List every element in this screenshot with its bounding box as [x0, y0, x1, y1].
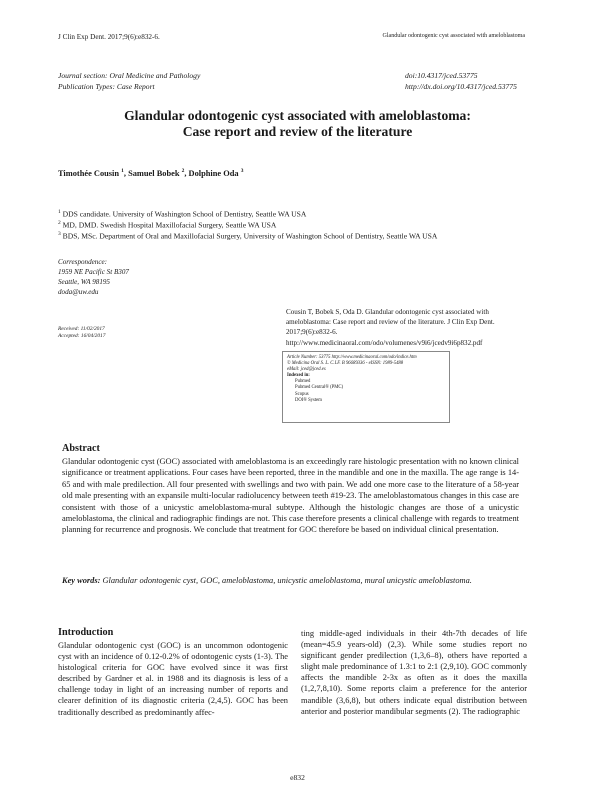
- author-list: Timothée Cousin $^1$, Samuel Bobek $^2$, Dolphine Oda $^3$: [58, 168, 244, 178]
- author-sup: 1: [121, 168, 124, 174]
- correspondence: [58, 257, 129, 297]
- index-item: Pubmed: [295, 379, 311, 385]
- author-sup: 3: [240, 168, 244, 174]
- running-header-right: Glandular odontogenic cyst associated with ameloblastoma: [382, 33, 525, 39]
- email-line: eMail: jced@jced.es: [287, 367, 326, 373]
- citation-block: [286, 307, 532, 348]
- received-accepted-dates: [58, 326, 105, 340]
- affiliation-text: BDS, MSc. Department of Oral and Maxillofacial Surgery, University of Washington School of Dentistry, Seattle WA USA: [62, 231, 438, 241]
- keywords: [62, 575, 519, 586]
- index-box: [282, 351, 450, 423]
- affiliation-sup: 2: [58, 220, 61, 226]
- doi: doi:10.4317/jced.53775: [405, 71, 478, 80]
- title-line-1: Glandular odontogenic cyst associated with ameloblastoma:: [124, 108, 471, 123]
- abstract-heading: Abstract: [62, 443, 100, 454]
- citation-line: ameloblastoma: Case report and review of the literature. J Clin Exp Dent.: [286, 318, 495, 327]
- keywords-label: Key words:: [62, 576, 101, 585]
- journal-section-meta: [58, 70, 200, 92]
- running-header-left: J Clin Exp Dent. 2017;9(6):e832-6.: [58, 33, 160, 41]
- introduction-column-1: Glandular odontogenic cyst (GOC) is an uncommon odontogenic cyst with an incidence of 0.12-0.2% of odontogenic cysts (1-3). The histological criteria for GOC have evolved since it was first described by Gardner et al. in 1988 and its diagnosis is less of a challenge today in light of an increasing number of reports and clearer definition of its diagnostic criteria (2,4,5). GOC has been traditionally described as predominantly affec-: [58, 641, 288, 717]
- copyright-line: © Medicina Oral S. L. C.I.F. B 96689336 - eISSN: 1989-5488: [287, 361, 404, 367]
- doi-block: [405, 70, 517, 92]
- author-name: Timothée Cousin: [58, 168, 120, 178]
- page-number: e832: [290, 773, 305, 782]
- affiliation-sup: 1: [58, 209, 61, 215]
- correspondence-line: 1959 NE Pacific St B307: [58, 268, 129, 276]
- introduction-heading: Introduction: [58, 627, 114, 638]
- affiliation-text: DDS candidate. University of Washington School of Dentistry, Seattle WA USA: [62, 209, 307, 219]
- citation-line: 2017;9(6):e832-6.: [286, 328, 338, 337]
- accepted-date: Accepted: 16/04/2017: [58, 333, 106, 339]
- received-date: Received: 11/02/2017: [58, 326, 105, 332]
- doi-url[interactable]: http://dx.doi.org/10.4317/jced.53775: [405, 82, 517, 91]
- introduction-column-2: ting middle-aged individuals in their 4th-7th decades of life (mean=45.9 years-old) (2,3). While some studies report no significant gender predilection (1,3,6–8), others have reported a slight male predominance of 1.3:1 to 2:1 (2,9,10). GOC commonly affects the mandible 2-3x as often as it does the maxilla (1,2,7,8,10). Some reports claim a preference for the anterior mandible (3,6,8), but others indicate equal distribution between anterior and posterior mandibular segments (2). The radiographic: [301, 629, 527, 716]
- keywords-text: Glandular odontogenic cyst, GOC, ameloblastoma, unicystic ameloblastoma, mural unicystic ameloblastoma.: [102, 576, 472, 585]
- correspondence-email[interactable]: doda@uw.edu: [58, 288, 99, 296]
- author-name: Samuel Bobek: [128, 168, 180, 178]
- correspondence-line: Seattle, WA 98195: [58, 278, 110, 286]
- affiliation-text: MD, DMD. Swedish Hospital Maxillofacial Surgery, Seattle WA USA: [62, 220, 277, 230]
- title-line-2: Case report and review of the literature: [182, 124, 413, 139]
- article-title: [40, 108, 555, 140]
- publication-type: Publication Types: Case Report: [58, 82, 155, 91]
- index-item: Scopus: [295, 391, 309, 397]
- author-sup: 2: [181, 168, 185, 174]
- article-number: Article Number: 53775 http://www.medicinaoral.com/odo/indice.htm: [287, 355, 417, 360]
- citation-url[interactable]: http://www.medicinaoral.com/odo/volumenes/v9i6/jcedv9i6p832.pdf: [286, 338, 483, 347]
- index-item: Pubmed Central® (PMC): [295, 385, 344, 391]
- citation-line: Cousin T, Bobek S, Oda D. Glandular odontogenic cyst associated with: [286, 308, 489, 316]
- author-name: Dolphine Oda: [188, 168, 239, 178]
- abstract-text: Glandular odontogenic cyst (GOC) associated with ameloblastoma is an exceedingly rare histologic presentation with no known clinical significance or treatment applications. Four cases have been reported, three in the mandible and one in the maxilla. The age range is 14-65 and with male predilection. All four presented with swellings and two with pain. We add one more case to the literature of a 58-year old male presenting with an expansile multi-locular radiolucency between teeth #19-23. The ameloblastomatous changes in this case are consistent with those of a unicystic ameloblastoma-mural subtype. Although the histologic changes are those of a unicystic ameloblastoma, the clinical and radiographic findings are not. This case therefore presents a clinical challenge with regards to treatment planning for recurrence and prognosis. We conclude that treatment for GOC therefore be based on individual clinical presentation.: [62, 457, 519, 535]
- index-item: DOI® System: [295, 397, 322, 403]
- affiliation: [58, 229, 437, 242]
- indexed-label: Indexed in:: [287, 373, 310, 379]
- correspondence-label: Correspondence:: [58, 258, 107, 266]
- journal-section: Journal section: Oral Medicine and Pathology: [58, 71, 201, 80]
- affiliation-sup: 3: [58, 231, 61, 237]
